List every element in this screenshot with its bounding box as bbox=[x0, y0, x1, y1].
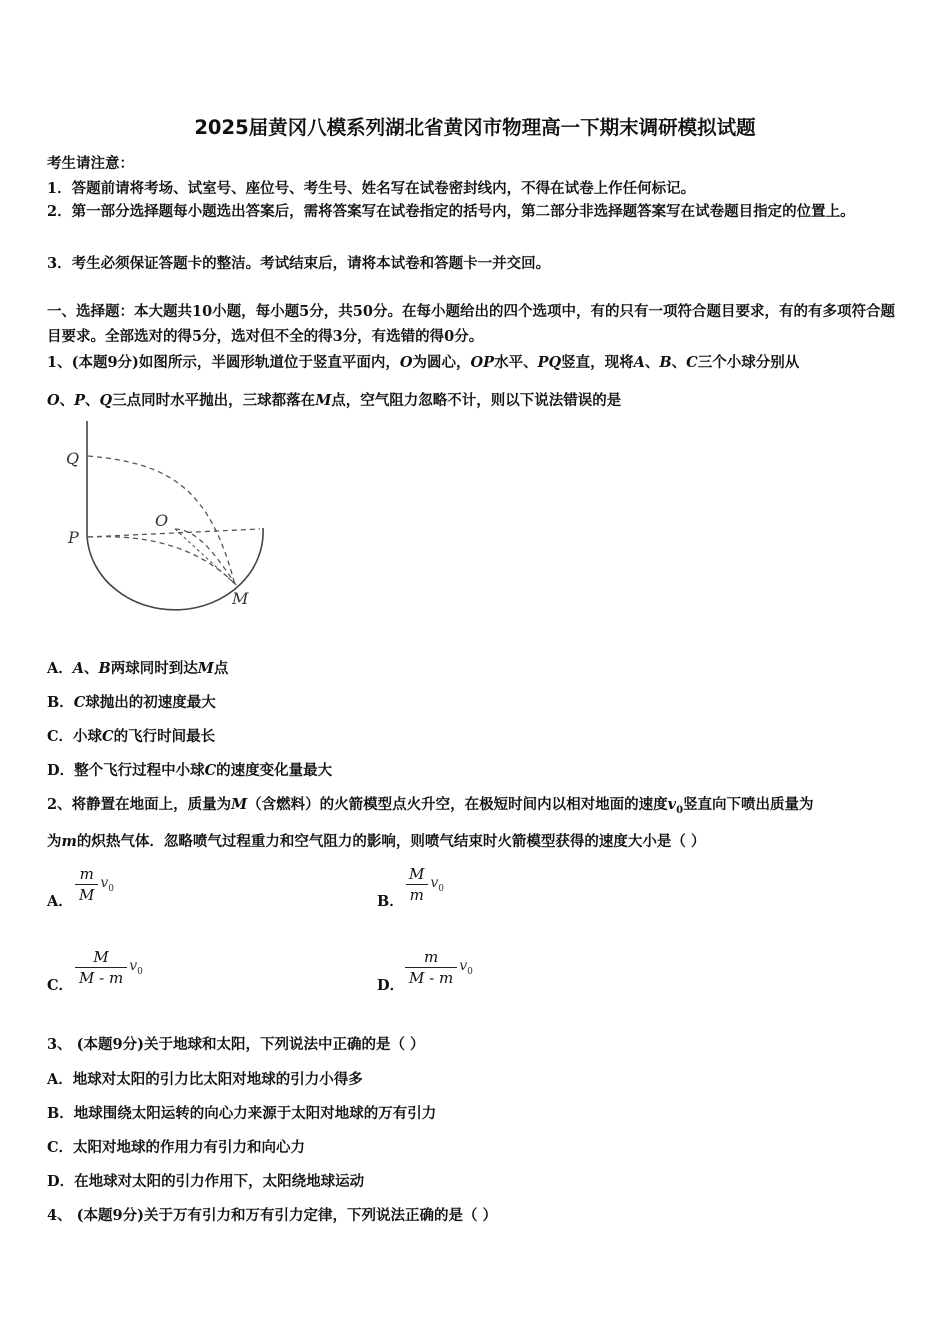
q3-option-d[interactable]: D．在地球对太阳的引力作用下，太阳绕地球运动 bbox=[47, 1173, 365, 1190]
q1-text: 竖直，现将 bbox=[561, 354, 634, 371]
question-1-line-2 bbox=[47, 389, 621, 410]
q1-var: Q bbox=[99, 392, 113, 409]
option-letter: B． bbox=[47, 694, 74, 711]
q1-prefix: 1、 bbox=[47, 354, 72, 371]
fraction bbox=[75, 947, 127, 988]
option-letter: D． bbox=[47, 762, 75, 779]
q2-text: 将静置在地面上，质量为 bbox=[71, 796, 232, 813]
q2-text: 的炽热气体．忽略喷气过程重力和空气阻力的影响，则喷气结束时火箭模型获得的速度大小是（ ） bbox=[76, 833, 706, 850]
velocity-symbol bbox=[459, 958, 473, 977]
q1-option-a[interactable] bbox=[47, 657, 228, 678]
option-text: 的飞行时间最长 bbox=[113, 728, 216, 745]
velocity-subscript: 0 bbox=[137, 966, 143, 977]
q1-text: 三个小球分别从 bbox=[697, 354, 800, 371]
q1-var: B bbox=[659, 354, 672, 371]
q1-text: 、 bbox=[85, 392, 100, 409]
notice-item-3: 3．考生必须保证答题卡的整洁。考试结束后，请将本试卷和答题卡一并交回。 bbox=[47, 255, 551, 272]
label-o: O bbox=[155, 511, 169, 530]
question-3 bbox=[47, 1033, 425, 1054]
q1-var: O bbox=[47, 392, 60, 409]
fraction bbox=[405, 947, 457, 988]
q2-var: v bbox=[667, 796, 677, 813]
q2-text-m-prefix: 为 bbox=[47, 833, 62, 850]
section-heading: 一、选择题：本大题共10小题，每小题5分，共50分。在每小题给出的四个选项中，有的只有一项符合题目要求，有的有多项符合题目要求。全部选对的得5分，选对但不全的得3分，有选错的得0分。 bbox=[47, 303, 895, 345]
trajectory-from-p bbox=[88, 537, 236, 585]
option-letter: C． bbox=[47, 728, 74, 745]
label-m: M bbox=[232, 589, 249, 608]
q1-var: C bbox=[686, 354, 698, 371]
q4-score: (本题9分) bbox=[76, 1207, 144, 1224]
q1-score: (本题9分) bbox=[71, 354, 139, 371]
option-text: 、 bbox=[84, 660, 99, 677]
q3-option-b[interactable]: B．地球围绕太阳运转的向心力来源于太阳对地球的万有引力 bbox=[47, 1105, 437, 1122]
option-text: C bbox=[102, 728, 114, 745]
q1-figure bbox=[60, 418, 280, 623]
q3-score: (本题9分) bbox=[76, 1036, 144, 1053]
velocity-subscript: 0 bbox=[438, 883, 445, 894]
q2-option-a-letter[interactable]: A． bbox=[47, 893, 73, 910]
velocity-symbol bbox=[430, 875, 444, 894]
q1-var: O bbox=[399, 354, 413, 371]
option-text: 小球 bbox=[73, 728, 103, 745]
velocity-letter: v bbox=[100, 875, 109, 892]
label-q: Q bbox=[66, 449, 80, 468]
q2-option-b-letter[interactable]: B． bbox=[377, 893, 404, 910]
q1-text: 三点同时水平抛出，三球都落在 bbox=[112, 392, 316, 409]
option-text: 点 bbox=[213, 660, 229, 677]
velocity-letter: v bbox=[430, 875, 439, 892]
q2-var-sub: 0 bbox=[676, 804, 684, 816]
denominator: m bbox=[406, 884, 428, 905]
label-p: P bbox=[68, 528, 79, 547]
q2-text: 竖直向下喷出质量为 bbox=[683, 796, 814, 813]
denominator: M bbox=[75, 884, 98, 905]
q2-text: （含燃料）的火箭模型点火升空，在极短时间内以相对地面的速度 bbox=[247, 796, 668, 813]
q1-text: 如图所示，半圆形轨道位于竖直平面内， bbox=[138, 354, 400, 371]
question-1-line-1 bbox=[47, 351, 799, 372]
q2-option-a-formula[interactable] bbox=[75, 864, 114, 905]
page-title: 2025届黄冈八模系列湖北省黄冈市物理高一下期末调研模拟试题 bbox=[194, 116, 756, 139]
q1-var: P bbox=[74, 392, 86, 409]
q3-text: 关于地球和太阳，下列说法中正确的是（ ） bbox=[143, 1036, 425, 1053]
velocity-subscript: 0 bbox=[108, 883, 115, 894]
q2-option-d-letter[interactable]: D． bbox=[377, 977, 405, 994]
option-text: A bbox=[72, 660, 85, 677]
numerator: M bbox=[93, 948, 109, 966]
question-4 bbox=[47, 1204, 497, 1225]
q1-text: 、 bbox=[59, 392, 75, 409]
q2-option-c-letter[interactable]: C． bbox=[47, 977, 74, 994]
q4-prefix: 4、 bbox=[47, 1207, 72, 1224]
question-2-line-2 bbox=[47, 830, 705, 851]
option-text: M bbox=[197, 660, 214, 677]
q1-text: 点，空气阻力忽略不计，则以下说法错误的是 bbox=[331, 392, 622, 409]
q1-text: 、 bbox=[644, 354, 660, 371]
question-2-line-1 bbox=[47, 793, 814, 816]
option-text: 的速度变化量最大 bbox=[216, 762, 333, 779]
fraction bbox=[75, 864, 98, 905]
notice-item-2: 2．第一部分选择题每小题选出答案后，需将答案写在试卷指定的括号内，第二部分非选择题答案写在试卷题目指定的位置上。 bbox=[47, 203, 855, 220]
option-letter: A． bbox=[47, 660, 73, 677]
q4-text: 关于万有引力和万有引力定律，下列说法正确的是（ ） bbox=[143, 1207, 498, 1224]
q3-prefix: 3、 bbox=[47, 1036, 72, 1053]
q1-text: 、 bbox=[671, 354, 687, 371]
option-text: C bbox=[73, 694, 86, 711]
q1-option-b[interactable] bbox=[47, 691, 216, 712]
q3-option-c[interactable]: C．太阳对地球的作用力有引力和向心力 bbox=[47, 1139, 306, 1156]
q2-option-c-formula[interactable] bbox=[75, 947, 143, 988]
q2-var: M bbox=[231, 796, 248, 813]
option-text: C bbox=[204, 762, 217, 779]
q2-option-d-formula[interactable] bbox=[405, 947, 473, 988]
q1-text: 水平、 bbox=[494, 354, 538, 371]
option-text: B bbox=[98, 660, 111, 677]
velocity-subscript: 0 bbox=[467, 966, 473, 977]
numerator: M bbox=[409, 865, 425, 883]
q2-prefix: 2、 bbox=[47, 796, 72, 813]
numerator: m bbox=[79, 865, 94, 883]
velocity-letter: v bbox=[129, 958, 138, 975]
q1-var: PQ bbox=[537, 354, 562, 371]
numerator: m bbox=[423, 948, 439, 966]
option-text: 球抛出的初速度最大 bbox=[85, 694, 216, 711]
velocity-symbol bbox=[100, 875, 114, 894]
velocity-letter: v bbox=[459, 958, 468, 975]
fraction bbox=[405, 864, 428, 905]
notice-item-1: 1．答题前请将考场、试室号、座位号、考生号、姓名写在试卷密封线内，不得在试卷上作任何标记。 bbox=[47, 180, 696, 197]
denominator: M - m bbox=[405, 967, 457, 988]
q1-option-d[interactable] bbox=[47, 759, 332, 780]
q1-var: M bbox=[315, 392, 332, 409]
notice-heading: 考生请注意： bbox=[47, 155, 134, 172]
denominator: M - m bbox=[75, 967, 127, 988]
option-text: 整个飞行过程中小球 bbox=[74, 762, 205, 779]
q3-option-a[interactable]: A．地球对太阳的引力比太阳对地球的引力小得多 bbox=[47, 1071, 363, 1088]
q1-option-c[interactable] bbox=[47, 725, 215, 746]
q2-var: m bbox=[61, 833, 77, 850]
q1-var: OP bbox=[470, 354, 495, 371]
q1-text: 为圆心， bbox=[412, 354, 471, 371]
op-dashed-line bbox=[88, 529, 260, 537]
q2-option-b-formula[interactable] bbox=[405, 864, 444, 905]
option-text: 两球同时到达 bbox=[110, 660, 198, 677]
velocity-symbol bbox=[129, 958, 143, 977]
q1-var: A bbox=[633, 354, 645, 371]
